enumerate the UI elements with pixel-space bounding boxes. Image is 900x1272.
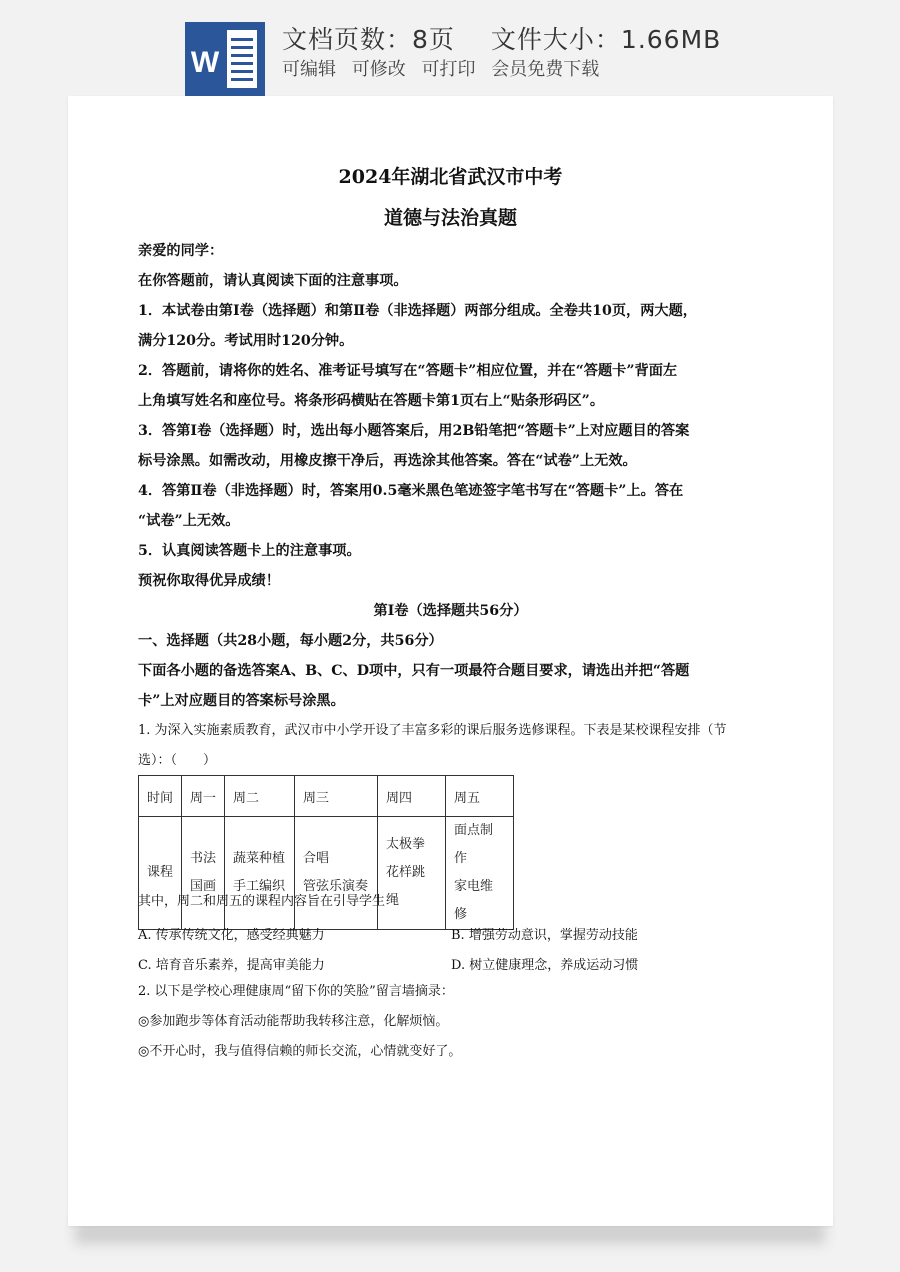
feature-list xyxy=(282,55,609,81)
course-item: 管弦乐演奏 xyxy=(303,879,369,894)
note-line: 5．认真阅读答题卡上的注意事项。 xyxy=(138,543,361,559)
question-1-text: 1. 为深入实施素质教育，武汉市中小学开设了丰富多彩的课后服务选修课程。下表是某校课程安排（节 xyxy=(138,723,727,738)
course-item: 手工编织 xyxy=(233,879,286,894)
intro: 在你答题前，请认真阅读下面的注意事项。 xyxy=(138,273,408,289)
part-title: 一、选择题（共28小题，每小题2分，共56分） xyxy=(138,633,443,649)
file-size: 文件大小：1.66MB xyxy=(490,25,722,54)
question-2-item: ◎不开心时，我与值得信赖的师长交流，心情就变好了。 xyxy=(138,1044,462,1059)
note-line: 标号涂黑。如需改动，用橡皮擦干净后，再选涂其他答案。答在“试卷”上无效。 xyxy=(138,453,637,469)
part-instructions: 卡”上对应题目的答案标号涂黑。 xyxy=(138,693,345,709)
closing-wish: 预祝你取得优异成绩！ xyxy=(138,573,280,589)
table-header-cell: 周三 xyxy=(295,776,378,817)
feature-editable: 可编辑 xyxy=(282,59,336,80)
course-item: 蔬菜种植 xyxy=(233,851,286,866)
table-header-cell: 周二 xyxy=(225,776,295,817)
note-line: 2．答题前，请将你的姓名、准考证号填写在“答题卡”相应位置，并在“答题卡”背面左 xyxy=(138,363,678,379)
course-item: 家电维修 xyxy=(454,879,494,922)
note-line: “试卷”上无效。 xyxy=(138,513,240,529)
course-item: 书法 xyxy=(190,851,217,866)
option-c: C. 培育音乐素养，提高审美能力 xyxy=(138,958,325,973)
option-d: D. 树立健康理念，养成运动习惯 xyxy=(451,958,639,973)
feature-printable: 可打印 xyxy=(421,59,476,80)
document-page xyxy=(68,96,833,1226)
table-row-label: 课程 xyxy=(139,817,182,930)
course-item: 国画 xyxy=(190,879,217,894)
question-1-text: 选）：（ ） xyxy=(138,753,217,768)
option-a: A. 传承传统文化，感受经典魅力 xyxy=(138,928,325,943)
feature-modifiable: 可修改 xyxy=(351,59,406,80)
greeting: 亲爱的同学： xyxy=(138,243,224,259)
question-2-item: ◎参加跑步等体育活动能帮助我转移注意，化解烦恼。 xyxy=(138,1014,449,1029)
note-line: 3．答第Ⅰ卷（选择题）时，选出每小题答案后，用2B铅笔把“答题卡”上对应题目的答案 xyxy=(138,423,690,439)
note-line: 4．答第Ⅱ卷（非选择题）时，答案用0.5毫米黑色笔迹签字笔书写在“答题卡”上。答在 xyxy=(138,483,684,499)
course-item: 面点制作 xyxy=(454,823,494,866)
doc-title: 2024年湖北省武汉市中考 xyxy=(338,166,563,188)
course-item: 合唱 xyxy=(303,851,330,866)
course-item: 太极拳 xyxy=(386,837,426,852)
question-1-stem: 其中，周二和周五的课程内容旨在引导学生 xyxy=(138,894,386,909)
table-header-row xyxy=(139,776,514,817)
table-header-cell: 周四 xyxy=(378,776,446,817)
file-stats xyxy=(282,20,721,56)
note-line: 满分120分。考试用时120分钟。 xyxy=(138,333,354,349)
note-line: 1．本试卷由第Ⅰ卷（选择题）和第Ⅱ卷（非选择题）两部分组成。全卷共10页，两大题， xyxy=(138,303,697,319)
word-document-icon xyxy=(185,22,265,96)
question-2-text: 2. 以下是学校心理健康周“留下你的笑脸”留言墙摘录： xyxy=(138,984,454,999)
note-line: 上角填写姓名和座位号。将条形码横贴在答题卡第1页右上“贴条形码区”。 xyxy=(138,393,605,409)
course-item: 花样跳绳 xyxy=(386,865,426,908)
section-title: 第Ⅰ卷（选择题共56分） xyxy=(373,603,528,619)
file-info-header xyxy=(0,0,900,100)
feature-member-download: 会员免费下载 xyxy=(491,59,600,80)
table-header-cell: 周一 xyxy=(182,776,225,817)
table-header-cell: 周五 xyxy=(446,776,514,817)
option-b: B. 增强劳动意识，掌握劳动技能 xyxy=(451,928,638,943)
word-icon-letter: W xyxy=(190,46,220,79)
table-header-cell: 时间 xyxy=(139,776,182,817)
page-count: 文档页数：8页 xyxy=(282,25,455,54)
doc-subtitle: 道德与法治真题 xyxy=(383,207,517,229)
part-instructions: 下面各小题的备选答案A、B、C、D项中，只有一项最符合题目要求，请选出并把“答题 xyxy=(138,663,690,679)
